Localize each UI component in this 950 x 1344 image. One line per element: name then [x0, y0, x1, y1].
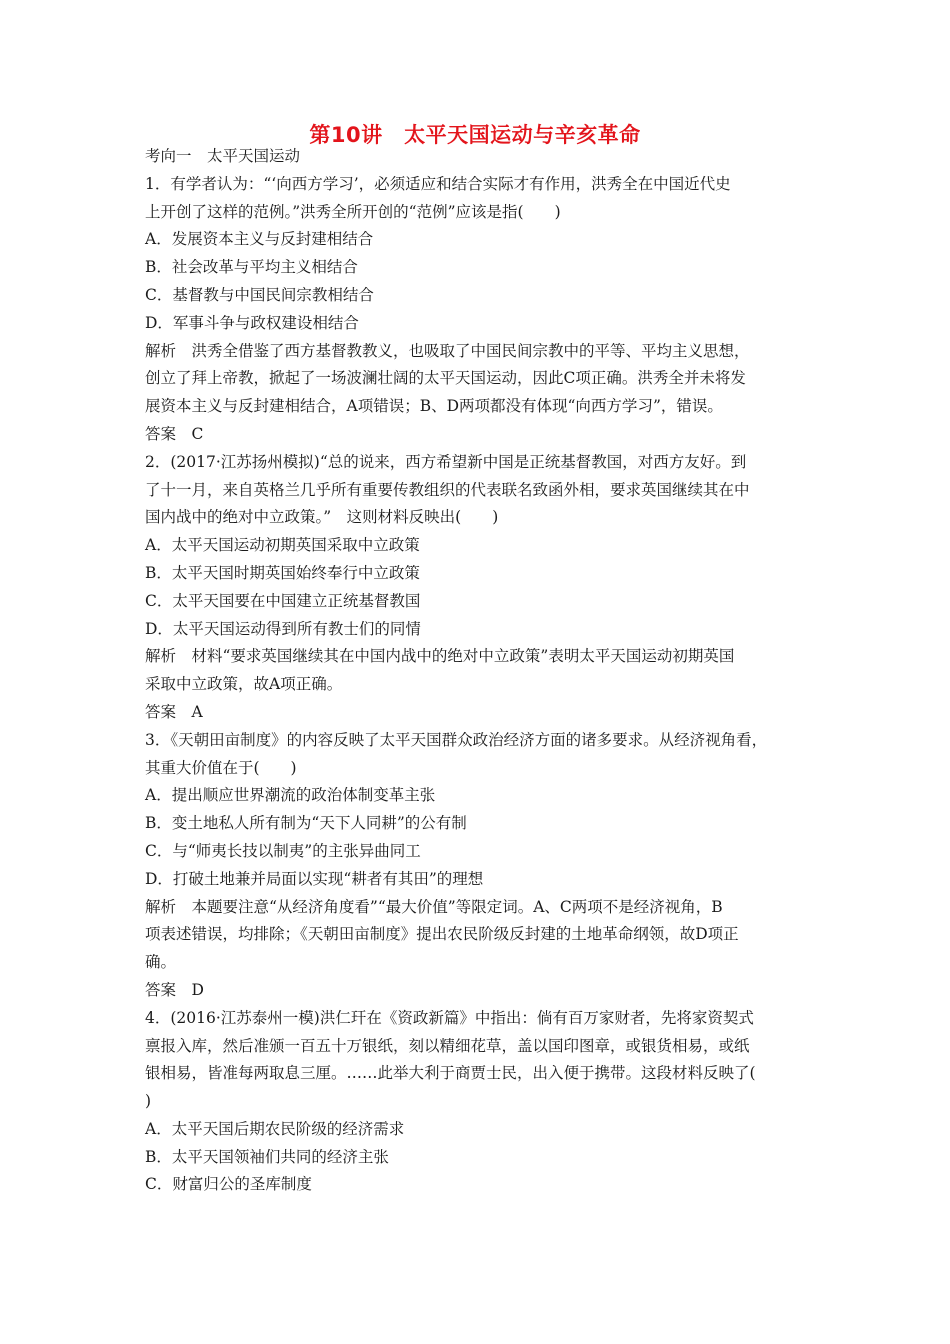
option-line: D．打破土地兼并局面以实现“耕者有其田”的理想	[145, 869, 484, 888]
option-line: B．太平天国时期英国始终奉行中立政策	[145, 563, 420, 582]
text-line: 4．(2016·江苏泰州一模)洪仁玕在《资政新篇》中指出：倘有百万家财者，先将家资契式	[145, 1008, 754, 1027]
analysis-line: 项表述错误，均排除；《天朝田亩制度》提出农民阶级反封建的土地革命纲领，故D项正	[145, 925, 739, 944]
analysis-line: 解析 本题要注意“从经济角度看”“最大价值”等限定词。A、C两项不是经济视角，B	[145, 897, 723, 916]
analysis-line: 创立了拜上帝教，掀起了一场波澜壮阔的太平天国运动，因此C项正确。洪秀全并未将发	[145, 369, 746, 388]
text-line: 上开创了这样的范例。”洪秀全所开创的“范例”应该是指( )	[145, 202, 561, 221]
document-body	[145, 143, 811, 1199]
option-line: B．变土地私人所有制为“天下人同耕”的公有制	[145, 814, 467, 833]
answer-line: 答案 C	[145, 424, 204, 443]
analysis-line: 解析 材料“要求英国继续其在中国内战中的绝对中立政策”表明太平天国运动初期英国	[145, 647, 735, 666]
answer-line: 答案 A	[145, 702, 203, 721]
text-line: 3．《天朝田亩制度》的内容反映了太平天国群众政治经济方面的诸多要求。从经济视角看，	[145, 730, 768, 749]
option-line: A．太平天国运动初期英国采取中立政策	[145, 536, 420, 555]
option-line: B．太平天国领袖们共同的经济主张	[145, 1147, 389, 1166]
text-line: )	[145, 1092, 152, 1111]
analysis-line: 解析 洪秀全借鉴了西方基督教教义，也吸取了中国民间宗教中的平等、平均主义思想，	[145, 341, 750, 360]
option-line: B．社会改革与平均主义相结合	[145, 258, 358, 277]
option-line: A．发展资本主义与反封建相结合	[145, 230, 374, 249]
text-line: 1．有学者认为：“‘向西方学习’，必须适应和结合实际才有作用，洪秀全在中国近代史	[145, 174, 731, 193]
option-line: C．太平天国要在中国建立正统基督教国	[145, 591, 421, 610]
option-line: D．军事斗争与政权建设相结合	[145, 313, 359, 332]
analysis-line: 确。	[145, 953, 177, 972]
page-title: 第10讲 太平天国运动与辛亥革命	[309, 123, 641, 147]
option-line: C．与“师夷长技以制夷”的主张异曲同工	[145, 841, 421, 860]
answer-line: 答案 D	[145, 980, 204, 999]
option-line: C．基督教与中国民间宗教相结合	[145, 285, 374, 304]
analysis-line: 展资本主义与反封建相结合，A项错误；B、D两项都没有体现“向西方学习”，错误。	[145, 397, 723, 416]
text-line: 了十一月，来自英格兰几乎所有重要传教组织的代表联名致函外相，要求英国继续其在中	[145, 480, 750, 499]
option-line: A．太平天国后期农民阶级的经济需求	[145, 1119, 405, 1138]
text-line: 银相易，皆准每两取息三厘。……此举大利于商贾士民，出入便于携带。这段材料反映了(	[145, 1064, 756, 1083]
section-heading: 考向一 太平天国运动	[145, 147, 301, 165]
option-line: C．财富归公的圣库制度	[145, 1175, 312, 1194]
text-line: 禀报入库，然后准颁一百五十万银纸，刻以精细花草，盖以国印图章，或银货相易，或纸	[145, 1036, 750, 1055]
text-line: 国内战中的绝对中立政策。” 这则材料反映出( )	[145, 508, 499, 527]
option-line: D．太平天国运动得到所有教士们的同情	[145, 619, 421, 638]
text-line: 2．(2017·江苏扬州模拟)“总的说来，西方希望新中国是正统基督教国，对西方友好。到	[145, 452, 747, 471]
text-line: 其重大价值在于( )	[145, 758, 297, 777]
option-line: A．提出顺应世界潮流的政治体制变革主张	[145, 786, 436, 805]
analysis-line: 采取中立政策，故A项正确。	[145, 675, 343, 694]
